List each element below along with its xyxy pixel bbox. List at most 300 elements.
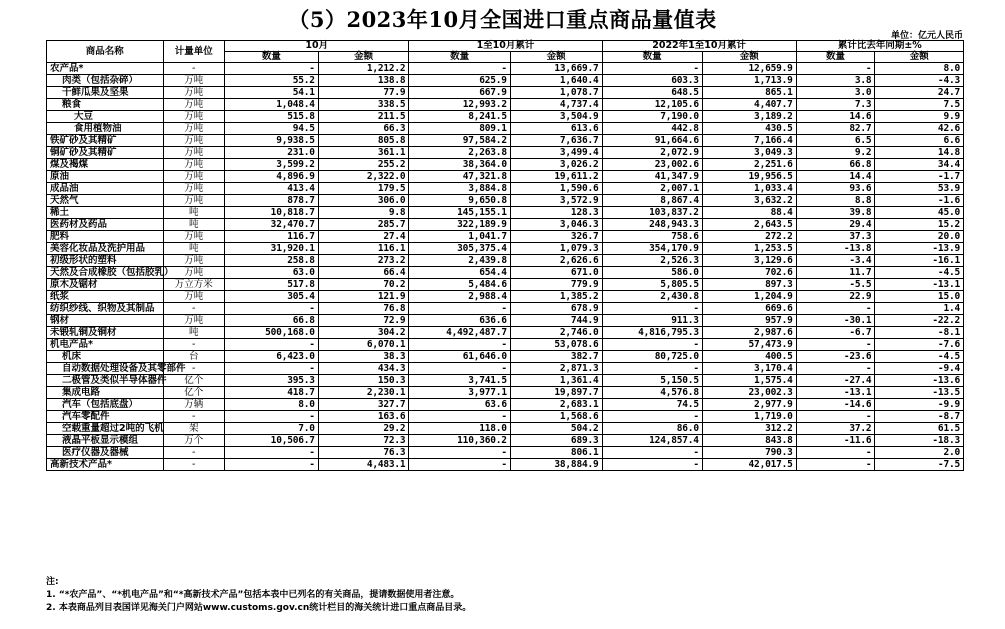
header-name: 商品名称 xyxy=(47,41,164,63)
row-name: 高新技术产品* xyxy=(47,459,164,471)
row-unit: 万立方米 xyxy=(163,279,224,291)
table-row xyxy=(47,243,964,255)
yoy-amt: 6.6 xyxy=(875,135,964,147)
prev-qty: 7,190.0 xyxy=(602,111,702,123)
ytd-amt: 13,669.7 xyxy=(510,63,602,75)
ytd-amt: 53,078.6 xyxy=(510,339,602,351)
prev-qty: 911.3 xyxy=(602,315,702,327)
oct-qty: 413.4 xyxy=(224,183,318,195)
prev-qty: 2,072.9 xyxy=(602,147,702,159)
prev-qty: 248,943.3 xyxy=(602,219,702,231)
table-row xyxy=(47,111,964,123)
ytd-amt: 3,046.3 xyxy=(510,219,602,231)
prev-qty: 86.0 xyxy=(602,423,702,435)
yoy-amt: -1.7 xyxy=(875,171,964,183)
ytd-amt: 744.9 xyxy=(510,315,602,327)
ytd-amt: 382.7 xyxy=(510,351,602,363)
prev-qty: 2,430.8 xyxy=(602,291,702,303)
import-commodities-table xyxy=(46,40,964,471)
row-name: 汽车（包括底盘） xyxy=(47,399,164,411)
ytd-qty: 305,375.4 xyxy=(409,243,510,255)
yoy-qty: 6.5 xyxy=(796,135,875,147)
row-name: 农产品* xyxy=(47,63,164,75)
oct-amt: 121.9 xyxy=(318,291,409,303)
row-unit: 万吨 xyxy=(163,183,224,195)
ytd-amt: 1,385.2 xyxy=(510,291,602,303)
header-amt: 金额 xyxy=(318,52,409,63)
table-row xyxy=(47,315,964,327)
ytd-qty: 4,492,487.7 xyxy=(409,327,510,339)
table-row xyxy=(47,459,964,471)
prev-amt: 669.6 xyxy=(702,303,796,315)
prev-qty: 8,867.4 xyxy=(602,195,702,207)
prev-qty: - xyxy=(602,363,702,375)
prev-qty: 5,805.5 xyxy=(602,279,702,291)
row-name: 机床 xyxy=(47,351,164,363)
oct-amt: 327.7 xyxy=(318,399,409,411)
prev-qty: 80,725.0 xyxy=(602,351,702,363)
ytd-qty: 3,741.5 xyxy=(409,375,510,387)
row-unit: - xyxy=(163,63,224,75)
yoy-amt: 20.0 xyxy=(875,231,964,243)
ytd-qty: 145,155.1 xyxy=(409,207,510,219)
row-name: 铁矿砂及其精矿 xyxy=(47,135,164,147)
yoy-amt: 9.9 xyxy=(875,111,964,123)
ytd-amt: 3,026.2 xyxy=(510,159,602,171)
row-name: 原木及锯材 xyxy=(47,279,164,291)
prev-qty: 354,170.9 xyxy=(602,243,702,255)
oct-amt: 805.8 xyxy=(318,135,409,147)
ytd-amt: 613.6 xyxy=(510,123,602,135)
ytd-qty: 5,484.6 xyxy=(409,279,510,291)
yoy-qty: 14.6 xyxy=(796,111,875,123)
oct-amt: 306.0 xyxy=(318,195,409,207)
oct-amt: 76.8 xyxy=(318,303,409,315)
row-unit: - xyxy=(163,339,224,351)
ytd-qty: 3,977.1 xyxy=(409,387,510,399)
ytd-qty: 654.4 xyxy=(409,267,510,279)
oct-amt: 72.3 xyxy=(318,435,409,447)
prev-amt: 312.2 xyxy=(702,423,796,435)
table-row xyxy=(47,75,964,87)
prev-qty: 648.5 xyxy=(602,87,702,99)
prev-qty: - xyxy=(602,459,702,471)
oct-amt: 70.2 xyxy=(318,279,409,291)
ytd-amt: 671.0 xyxy=(510,267,602,279)
yoy-amt: 1.4 xyxy=(875,303,964,315)
table-row xyxy=(47,327,964,339)
yoy-amt: -22.2 xyxy=(875,315,964,327)
yoy-amt: -13.6 xyxy=(875,375,964,387)
yoy-amt: -9.4 xyxy=(875,363,964,375)
ytd-amt: 2,746.0 xyxy=(510,327,602,339)
oct-qty: 6,423.0 xyxy=(224,351,318,363)
oct-qty: 66.8 xyxy=(224,315,318,327)
oct-qty: 418.7 xyxy=(224,387,318,399)
row-name: 美容化妆品及洗护用品 xyxy=(47,243,164,255)
row-unit: 万吨 xyxy=(163,315,224,327)
ytd-amt: 1,079.3 xyxy=(510,243,602,255)
table-row xyxy=(47,183,964,195)
row-name: 天然气 xyxy=(47,195,164,207)
yoy-qty: -23.6 xyxy=(796,351,875,363)
row-unit: 吨 xyxy=(163,207,224,219)
row-unit: 万吨 xyxy=(163,171,224,183)
ytd-qty: 47,321.8 xyxy=(409,171,510,183)
ytd-amt: 1,590.6 xyxy=(510,183,602,195)
prev-qty: 91,664.6 xyxy=(602,135,702,147)
yoy-qty: 22.9 xyxy=(796,291,875,303)
prev-qty: 4,816,795.3 xyxy=(602,327,702,339)
ytd-amt: 1,361.4 xyxy=(510,375,602,387)
oct-amt: 29.2 xyxy=(318,423,409,435)
oct-amt: 211.5 xyxy=(318,111,409,123)
yoy-qty: 66.8 xyxy=(796,159,875,171)
yoy-qty: 82.7 xyxy=(796,123,875,135)
prev-qty: 442.8 xyxy=(602,123,702,135)
oct-qty: 116.7 xyxy=(224,231,318,243)
row-name: 汽车零配件 xyxy=(47,411,164,423)
row-name: 液晶平板显示模组 xyxy=(47,435,164,447)
prev-qty: 124,857.4 xyxy=(602,435,702,447)
ytd-amt: 504.2 xyxy=(510,423,602,435)
oct-amt: 1,212.2 xyxy=(318,63,409,75)
ytd-qty: 61,646.0 xyxy=(409,351,510,363)
row-unit: 吨 xyxy=(163,219,224,231)
row-name: 机电产品* xyxy=(47,339,164,351)
oct-amt: 116.1 xyxy=(318,243,409,255)
row-name: 大豆 xyxy=(47,111,164,123)
row-name: 钢材 xyxy=(47,315,164,327)
prev-qty: 4,576.8 xyxy=(602,387,702,399)
oct-amt: 9.8 xyxy=(318,207,409,219)
oct-amt: 150.3 xyxy=(318,375,409,387)
oct-qty: 305.4 xyxy=(224,291,318,303)
prev-amt: 897.3 xyxy=(702,279,796,291)
yoy-qty: -13.8 xyxy=(796,243,875,255)
ytd-qty: - xyxy=(409,303,510,315)
row-name: 纸浆 xyxy=(47,291,164,303)
yoy-qty: -14.6 xyxy=(796,399,875,411)
prev-amt: 702.6 xyxy=(702,267,796,279)
row-name: 医药材及药品 xyxy=(47,219,164,231)
row-name: 食用植物油 xyxy=(47,123,164,135)
oct-qty: 10,818.7 xyxy=(224,207,318,219)
footnotes xyxy=(46,576,471,615)
header-unit: 计量单位 xyxy=(163,41,224,63)
yoy-qty: -5.5 xyxy=(796,279,875,291)
ytd-amt: 7,636.7 xyxy=(510,135,602,147)
oct-amt: 138.8 xyxy=(318,75,409,87)
oct-qty: 32,470.7 xyxy=(224,219,318,231)
row-name: 自动数据处理设备及其零部件 xyxy=(47,363,164,375)
yoy-amt: -13.5 xyxy=(875,387,964,399)
row-unit: 万吨 xyxy=(163,75,224,87)
oct-qty: - xyxy=(224,303,318,315)
prev-amt: 3,049.3 xyxy=(702,147,796,159)
prev-amt: 88.4 xyxy=(702,207,796,219)
header-ytd: 1至10月累计 xyxy=(409,41,602,52)
yoy-qty: -13.1 xyxy=(796,387,875,399)
page-title: （5）2023年10月全国进口重点商品量值表 xyxy=(288,7,717,32)
ytd-amt: 326.7 xyxy=(510,231,602,243)
yoy-qty: - xyxy=(796,459,875,471)
prev-amt: 42,017.5 xyxy=(702,459,796,471)
ytd-qty: 38,364.0 xyxy=(409,159,510,171)
prev-amt: 1,204.9 xyxy=(702,291,796,303)
yoy-qty: 7.3 xyxy=(796,99,875,111)
yoy-qty: 39.8 xyxy=(796,207,875,219)
yoy-amt: 24.7 xyxy=(875,87,964,99)
row-unit: 亿个 xyxy=(163,375,224,387)
oct-amt: 66.4 xyxy=(318,267,409,279)
oct-amt: 4,483.1 xyxy=(318,459,409,471)
table-row xyxy=(47,63,964,75)
row-name: 未锻轧铜及铜材 xyxy=(47,327,164,339)
table-row xyxy=(47,291,964,303)
oct-qty: 3,599.2 xyxy=(224,159,318,171)
prev-qty: 23,002.6 xyxy=(602,159,702,171)
table-row xyxy=(47,99,964,111)
yoy-amt: 45.0 xyxy=(875,207,964,219)
header-amt: 金额 xyxy=(510,52,602,63)
row-unit: 万辆 xyxy=(163,399,224,411)
yoy-amt: -16.1 xyxy=(875,255,964,267)
ytd-amt: 779.9 xyxy=(510,279,602,291)
row-unit: 万吨 xyxy=(163,99,224,111)
row-name: 肉类（包括杂碎） xyxy=(47,75,164,87)
ytd-amt: 1,078.7 xyxy=(510,87,602,99)
prev-amt: 1,713.9 xyxy=(702,75,796,87)
prev-qty: - xyxy=(602,447,702,459)
oct-amt: 72.9 xyxy=(318,315,409,327)
table-row xyxy=(47,87,964,99)
oct-amt: 273.2 xyxy=(318,255,409,267)
yoy-qty: - xyxy=(796,339,875,351)
ytd-amt: 3,572.9 xyxy=(510,195,602,207)
oct-qty: 55.2 xyxy=(224,75,318,87)
ytd-amt: 128.3 xyxy=(510,207,602,219)
yoy-amt: 34.4 xyxy=(875,159,964,171)
ytd-qty: 9,650.8 xyxy=(409,195,510,207)
table-row xyxy=(47,435,964,447)
yoy-qty: 93.6 xyxy=(796,183,875,195)
prev-qty: 2,007.1 xyxy=(602,183,702,195)
oct-qty: 54.1 xyxy=(224,87,318,99)
ytd-amt: 4,737.4 xyxy=(510,99,602,111)
row-unit: 万吨 xyxy=(163,147,224,159)
prev-amt: 1,253.5 xyxy=(702,243,796,255)
table-row xyxy=(47,411,964,423)
prev-qty: 103,837.2 xyxy=(602,207,702,219)
table-row xyxy=(47,267,964,279)
table-row xyxy=(47,387,964,399)
oct-qty: - xyxy=(224,363,318,375)
row-name: 纺织纱线、织物及其制品 xyxy=(47,303,164,315)
yoy-amt: 42.6 xyxy=(875,123,964,135)
row-unit: 亿个 xyxy=(163,387,224,399)
ytd-amt: 1,640.4 xyxy=(510,75,602,87)
ytd-amt: 2,683.1 xyxy=(510,399,602,411)
yoy-amt: -8.7 xyxy=(875,411,964,423)
ytd-amt: 678.9 xyxy=(510,303,602,315)
oct-qty: 395.3 xyxy=(224,375,318,387)
prev-amt: 2,643.5 xyxy=(702,219,796,231)
oct-amt: 6,070.1 xyxy=(318,339,409,351)
oct-qty: - xyxy=(224,63,318,75)
table-row xyxy=(47,171,964,183)
oct-qty: 8.0 xyxy=(224,399,318,411)
prev-amt: 23,002.3 xyxy=(702,387,796,399)
table-row xyxy=(47,303,964,315)
table-row xyxy=(47,399,964,411)
prev-amt: 2,987.6 xyxy=(702,327,796,339)
oct-amt: 179.5 xyxy=(318,183,409,195)
prev-qty: 41,347.9 xyxy=(602,171,702,183)
ytd-amt: 3,499.4 xyxy=(510,147,602,159)
prev-amt: 7,166.4 xyxy=(702,135,796,147)
row-unit: 吨 xyxy=(163,327,224,339)
row-unit: 万吨 xyxy=(163,123,224,135)
prev-amt: 790.3 xyxy=(702,447,796,459)
ytd-qty: 636.6 xyxy=(409,315,510,327)
row-name: 集成电路 xyxy=(47,387,164,399)
oct-qty: 231.0 xyxy=(224,147,318,159)
oct-qty: 517.8 xyxy=(224,279,318,291)
table-row xyxy=(47,231,964,243)
ytd-qty: - xyxy=(409,411,510,423)
table-row xyxy=(47,351,964,363)
header-row-1 xyxy=(47,41,964,52)
header-yoy: 累计比去年同期±% xyxy=(796,41,963,52)
prev-amt: 400.5 xyxy=(702,351,796,363)
yoy-amt: -13.9 xyxy=(875,243,964,255)
row-unit: - xyxy=(163,411,224,423)
row-unit: 吨 xyxy=(163,243,224,255)
ytd-qty: 8,241.5 xyxy=(409,111,510,123)
row-unit: 万个 xyxy=(163,435,224,447)
oct-qty: 9,938.5 xyxy=(224,135,318,147)
yoy-qty: 37.3 xyxy=(796,231,875,243)
oct-qty: 31,920.1 xyxy=(224,243,318,255)
row-unit: 万吨 xyxy=(163,291,224,303)
oct-qty: - xyxy=(224,447,318,459)
row-unit: - xyxy=(163,363,224,375)
table-row xyxy=(47,375,964,387)
table-row xyxy=(47,363,964,375)
oct-qty: 94.5 xyxy=(224,123,318,135)
table-row xyxy=(47,423,964,435)
yoy-qty: -6.7 xyxy=(796,327,875,339)
yoy-qty: -30.1 xyxy=(796,315,875,327)
row-name: 铜矿砂及其精矿 xyxy=(47,147,164,159)
oct-qty: 878.7 xyxy=(224,195,318,207)
yoy-qty: -27.4 xyxy=(796,375,875,387)
ytd-amt: 2,871.3 xyxy=(510,363,602,375)
oct-amt: 304.2 xyxy=(318,327,409,339)
table-row xyxy=(47,159,964,171)
header-amt: 金额 xyxy=(702,52,796,63)
oct-amt: 2,322.0 xyxy=(318,171,409,183)
oct-qty: 7.0 xyxy=(224,423,318,435)
row-unit: 万吨 xyxy=(163,195,224,207)
ytd-qty: 2,263.8 xyxy=(409,147,510,159)
header-amt: 金额 xyxy=(875,52,964,63)
prev-qty: 586.0 xyxy=(602,267,702,279)
table-row xyxy=(47,219,964,231)
prev-amt: 2,251.6 xyxy=(702,159,796,171)
unit-label: 单位：亿元人民币 xyxy=(890,31,963,41)
oct-amt: 2,230.1 xyxy=(318,387,409,399)
oct-qty: - xyxy=(224,339,318,351)
yoy-qty: 37.2 xyxy=(796,423,875,435)
row-name: 煤及褐煤 xyxy=(47,159,164,171)
footnote-1: 1. “*农产品”、“*机电产品”和“*高新技术产品”包括本表中已列名的有关商品，提请数据使用者注意。 xyxy=(46,590,460,600)
prev-amt: 2,977.9 xyxy=(702,399,796,411)
row-name: 初级形状的塑料 xyxy=(47,255,164,267)
yoy-amt: -13.1 xyxy=(875,279,964,291)
prev-qty: 603.3 xyxy=(602,75,702,87)
row-unit: 万吨 xyxy=(163,267,224,279)
ytd-amt: 806.1 xyxy=(510,447,602,459)
yoy-amt: 8.0 xyxy=(875,63,964,75)
oct-qty: 4,896.9 xyxy=(224,171,318,183)
row-name: 天然及合成橡胶（包括胶乳） xyxy=(47,267,164,279)
ytd-amt: 1,568.6 xyxy=(510,411,602,423)
yoy-qty: 3.8 xyxy=(796,75,875,87)
prev-qty: 2,526.3 xyxy=(602,255,702,267)
oct-amt: 163.6 xyxy=(318,411,409,423)
ytd-qty: - xyxy=(409,447,510,459)
prev-amt: 3,170.4 xyxy=(702,363,796,375)
ytd-qty: 809.1 xyxy=(409,123,510,135)
prev-qty: - xyxy=(602,303,702,315)
row-name: 原油 xyxy=(47,171,164,183)
yoy-qty: 3.0 xyxy=(796,87,875,99)
yoy-amt: -7.6 xyxy=(875,339,964,351)
ytd-amt: 19,897.7 xyxy=(510,387,602,399)
row-name: 稀土 xyxy=(47,207,164,219)
prev-amt: 3,189.2 xyxy=(702,111,796,123)
oct-qty: - xyxy=(224,459,318,471)
table-row xyxy=(47,279,964,291)
row-unit: - xyxy=(163,447,224,459)
row-unit: 万吨 xyxy=(163,135,224,147)
row-unit: 万吨 xyxy=(163,159,224,171)
ytd-qty: 110,360.2 xyxy=(409,435,510,447)
prev-amt: 4,407.7 xyxy=(702,99,796,111)
yoy-amt: -7.5 xyxy=(875,459,964,471)
oct-amt: 76.3 xyxy=(318,447,409,459)
yoy-amt: 2.0 xyxy=(875,447,964,459)
ytd-qty: - xyxy=(409,459,510,471)
table-row xyxy=(47,123,964,135)
oct-qty: - xyxy=(224,411,318,423)
prev-amt: 843.8 xyxy=(702,435,796,447)
ytd-qty: 118.0 xyxy=(409,423,510,435)
header-qty: 数量 xyxy=(602,52,702,63)
yoy-amt: 15.2 xyxy=(875,219,964,231)
prev-amt: 865.1 xyxy=(702,87,796,99)
yoy-amt: 61.5 xyxy=(875,423,964,435)
prev-amt: 57,473.9 xyxy=(702,339,796,351)
header-qty: 数量 xyxy=(796,52,875,63)
row-unit: 架 xyxy=(163,423,224,435)
row-unit: 台 xyxy=(163,351,224,363)
yoy-qty: -3.4 xyxy=(796,255,875,267)
yoy-amt: -4.3 xyxy=(875,75,964,87)
oct-amt: 38.3 xyxy=(318,351,409,363)
